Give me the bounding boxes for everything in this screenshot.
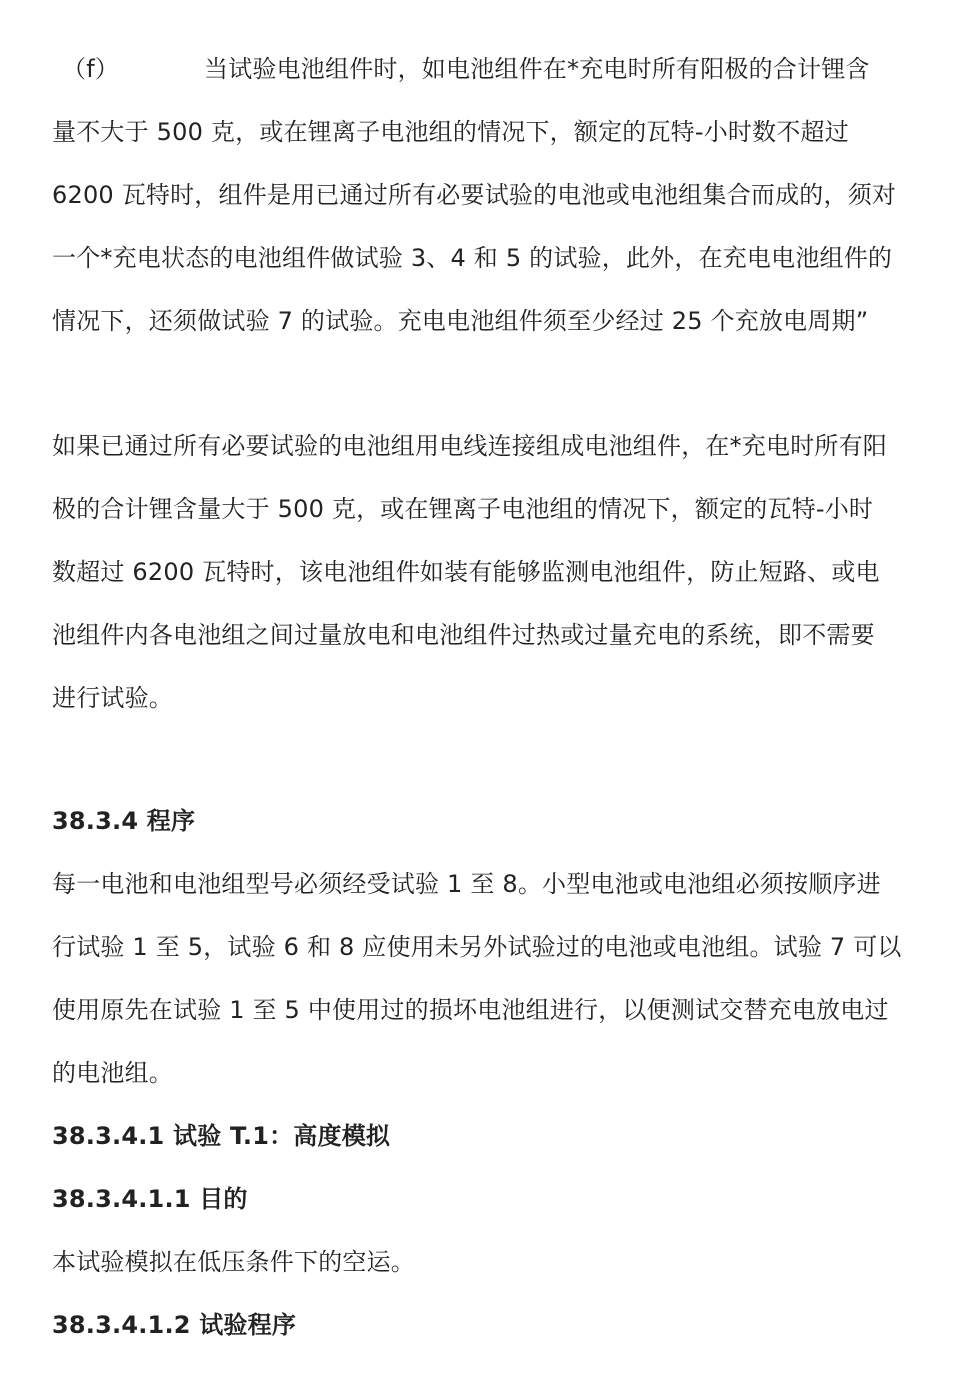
section-38-3-4-1-2-heading: 38.3.4.1.2 试验程序 — [52, 1311, 297, 1339]
para-f-line-5: 情况下，还须做试验 7 的试验。充电电池组件须至少经过 25 个充放电周期” — [52, 307, 869, 335]
section-38-3-4-line-1: 每一电池和电池组型号必须经受试验 1 至 8。小型电池或电池组必须按顺序进 — [52, 870, 881, 898]
section-38-3-4-line-2: 行试验 1 至 5，试验 6 和 8 应使用未另外试验过的电池或电池组。试验 7 可以 — [52, 933, 902, 961]
para-2-line-5: 进行试验。 — [52, 684, 173, 712]
spacer — [52, 353, 932, 415]
document-body — [52, 38, 932, 1357]
para-f-line-3: 6200 瓦特时，组件是用已通过所有必要试验的电池或电池组集合而成的，须对 — [52, 181, 897, 209]
section-38-3-4-1-heading: 38.3.4.1 试验 T.1：高度模拟 — [52, 1122, 391, 1150]
section-38-3-4-1-1-heading: 38.3.4.1.1 目的 — [52, 1185, 248, 1213]
section-38-3-4-1-1-text: 本试验模拟在低压条件下的空运。 — [52, 1248, 415, 1276]
section-38-3-4-line-4: 的电池组。 — [52, 1059, 173, 1087]
para-f-line-4: 一个*充电状态的电池组件做试验 3、4 和 5 的试验，此外，在充电电池组件的 — [52, 244, 893, 272]
para-2-line-4: 池组件内各电池组之间过量放电和电池组件过热或过量充电的系统，即不需要 — [52, 621, 875, 649]
para-2-line-3: 数超过 6200 瓦特时，该电池组件如装有能够监测电池组件，防止短路、或电 — [52, 558, 880, 586]
para-f-line-2: 量不大于 500 克，或在锂离子电池组的情况下，额定的瓦特-小时数不超过 — [52, 118, 849, 146]
spacer — [52, 730, 932, 790]
section-38-3-4-heading: 38.3.4 程序 — [52, 807, 196, 835]
para-f-line-1-text: 当试验电池组件时，如电池组件在*充电时所有阳极的合计锂含 — [204, 55, 870, 83]
para-f-label: （f） — [62, 55, 120, 83]
para-2-line-1: 如果已通过所有必要试验的电池组用电线连接组成电池组件，在*充电时所有阳 — [52, 432, 887, 460]
para-f-line-1 — [52, 38, 932, 101]
section-38-3-4-line-3: 使用原先在试验 1 至 5 中使用过的损坏电池组进行，以便测试交替充电放电过 — [52, 996, 889, 1024]
para-2-line-2: 极的合计锂含量大于 500 克，或在锂离子电池组的情况下，额定的瓦特-小时 — [52, 495, 874, 523]
